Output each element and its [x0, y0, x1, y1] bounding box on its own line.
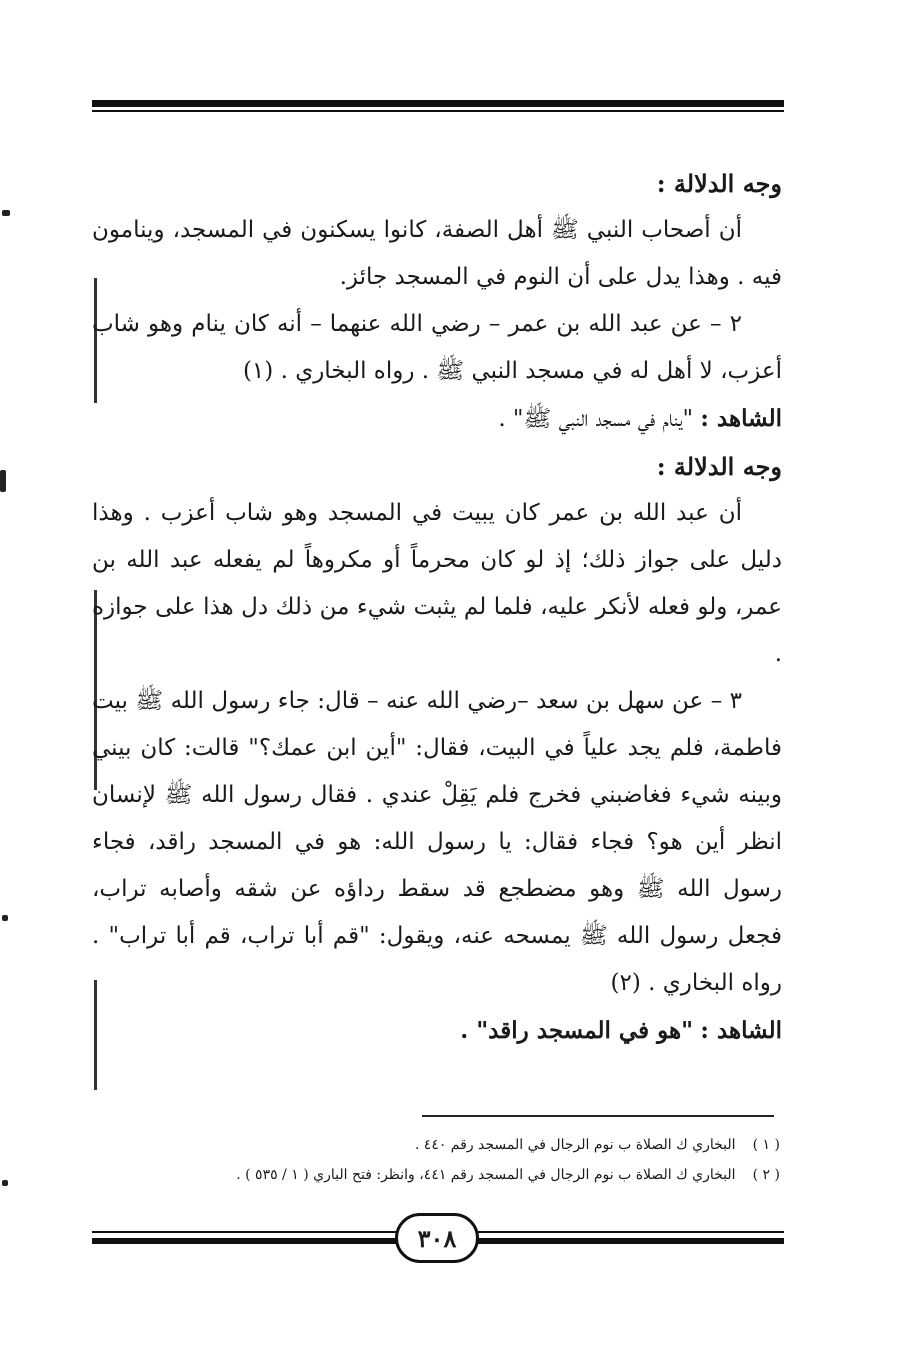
scan-speck: [0, 470, 6, 492]
witness-label: الشاهد :: [700, 1017, 782, 1044]
top-rule: [92, 100, 784, 107]
section-heading: وجه الدلالة :: [656, 452, 782, 481]
scan-speck: [2, 915, 8, 921]
witness-line: [92, 395, 782, 443]
footnote-separator: [422, 1115, 774, 1117]
bottom-rule: [478, 1231, 784, 1233]
bottom-rule: [92, 1231, 397, 1233]
scan-speck: [2, 1180, 8, 1186]
witness-line: [92, 1007, 782, 1055]
hadith-paragraph: ٢ – عن عبد الله بن عمر – رضي الله عنهما – أنه كان ينام وهو شاب أعزب، لا أهل له في مسجد النبي ﷺ . رواه البخاري . (١): [92, 311, 782, 384]
paragraph: أن أصحاب النبي ﷺ أهل الصفة، كانوا يسكنون في المسجد، وينامون فيه . وهذا يدل على أن النوم في المسجد جائز.: [92, 217, 782, 290]
bottom-rule: [92, 1238, 397, 1244]
witness-text: "هو في المسجد راقد" .: [460, 1017, 694, 1044]
footnote: [120, 1130, 780, 1160]
main-text: [92, 160, 782, 1055]
footnote-text: البخاري ك الصلاة ب نوم الرجال في المسجد رقم ٤٤٠ .: [414, 1137, 736, 1153]
top-rule-thin: [92, 110, 784, 112]
footnote-text: البخاري ك الصلاة ب نوم الرجال في المسجد رقم ٤٤١، وانظر: فتح الباري ( ١ / ٥٣٥ ) .: [236, 1167, 736, 1183]
paragraph: أن عبد الله بن عمر كان يبيت في المسجد وهو شاب أعزب . وهذا دليل على جواز ذلك؛ إذ لو كان محرماً أو مكروهاً لم يفعله عبد الله بن عمر، ولو فعله لأنكر عليه، فلما لم يثبت شيء من ذلك دل هذا على جوازه .: [92, 500, 782, 667]
bottom-rule: [478, 1238, 784, 1244]
footnotes: [120, 1130, 780, 1190]
section-heading: وجه الدلالة :: [656, 169, 782, 198]
hadith-paragraph: ٣ – عن سهل بن سعد –رضي الله عنه – قال: جاء رسول الله ﷺ بيت فاطمة، فلم يجد علياً في البيت، فقال: "أين ابن عمك؟" قالت: كان بيني وبينه شيء فغاضبني فخرج فلم يَقِلْ عندي . فقال رسول الله ﷺ لإنسان انظر أين هو؟ فجاء فقال: يا رسول الله: هو في المسجد راقد، فجاء رسول الله ﷺ وهو مضطجع قد سقط رداؤه عن شقه وأصابه تراب، فجعل رسول الله ﷺ يمسحه عنه، ويقول: "قم أبا تراب، قم أبا تراب" . رواه البخاري . (٢): [92, 688, 782, 996]
witness-text: "ينام في مسجد النبي ﷺ" .: [498, 406, 694, 432]
footnote-number: ( ٢ ): [752, 1167, 780, 1183]
footnote: [120, 1160, 780, 1190]
footnote-number: ( ١ ): [752, 1137, 780, 1153]
scan-speck: [2, 210, 10, 216]
witness-label: الشاهد :: [700, 405, 782, 432]
page-number: ٣٠٨: [395, 1213, 479, 1263]
